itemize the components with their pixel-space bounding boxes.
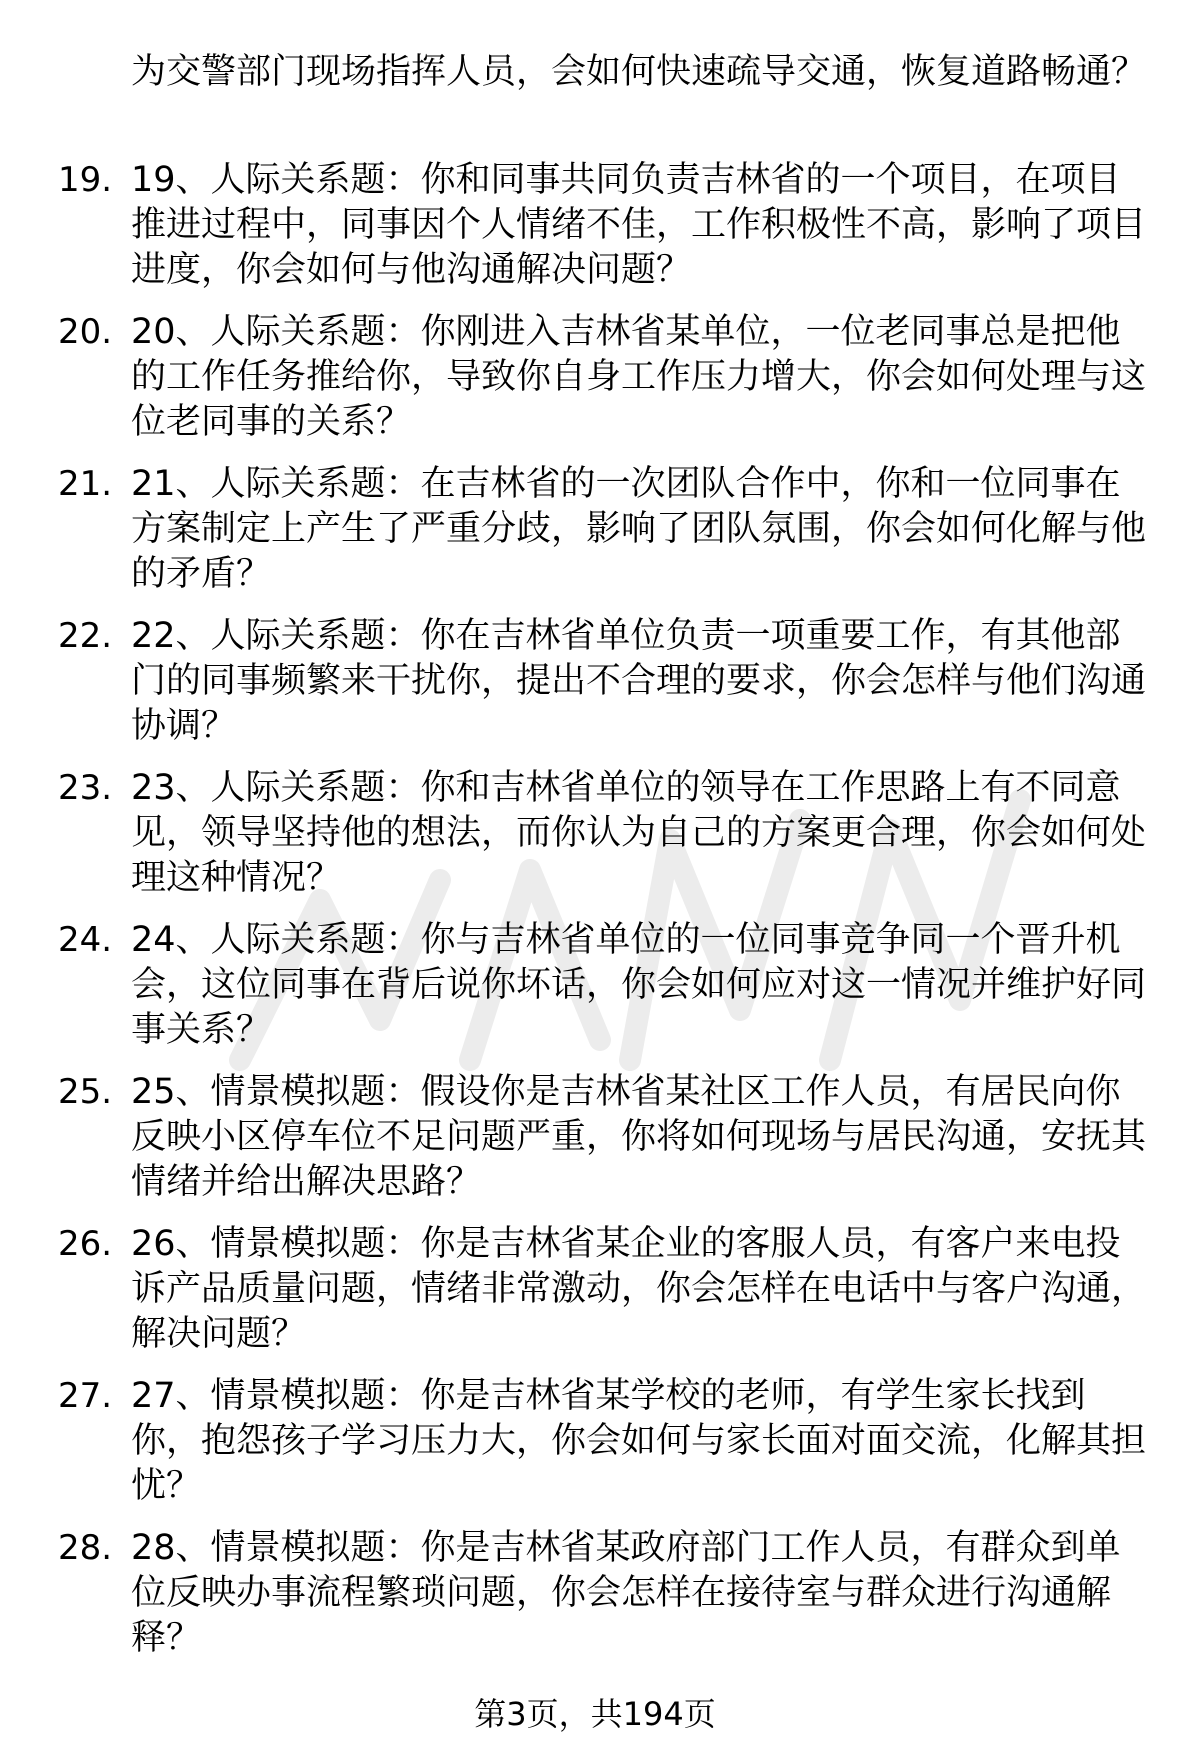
question-item (0, 1222, 1190, 1374)
question-text: 22、人际关系题：你在吉林省单位负责一项重要工作，有其他部门的同事频繁来干扰你，提出不合理的要求，你会怎样与他们沟通协调？ (131, 616, 1147, 746)
question-item (0, 766, 1190, 918)
question-number: 27. (58, 1376, 113, 1416)
question-number: 20. (58, 312, 113, 352)
question-item (0, 1070, 1190, 1222)
question-item (0, 310, 1190, 462)
question-text: 19、人际关系题：你和同事共同负责吉林省的一个项目，在项目推进过程中，同事因个人情绪不佳，工作积极性不高，影响了项目进度，你会如何与他沟通解决问题？ (131, 160, 1147, 290)
question-text: 21、人际关系题：在吉林省的一次团队合作中，你和一位同事在方案制定上产生了严重分歧，影响了团队氛围，你会如何化解与他的矛盾？ (131, 464, 1147, 594)
question-item (0, 462, 1190, 614)
question-number: 25. (58, 1072, 113, 1112)
question-number: 19. (58, 160, 113, 200)
question-text: 25、情景模拟题：假设你是吉林省某社区工作人员，有居民向你反映小区停车位不足问题严重，你将如何现场与居民沟通，安抚其情绪并给出解决思路？ (131, 1072, 1147, 1202)
question-text: 24、人际关系题：你与吉林省单位的一位同事竞争同一个晋升机会，这位同事在背后说你坏话，你会如何应对这一情况并维护好同事关系？ (131, 920, 1147, 1050)
question-text: 28、情景模拟题：你是吉林省某政府部门工作人员，有群众到单位反映办事流程繁琐问题，你会怎样在接待室与群众进行沟通解释？ (131, 1528, 1121, 1658)
question-text: 27、情景模拟题：你是吉林省某学校的老师，有学生家长找到你，抱怨孩子学习压力大，你会如何与家长面对面交流，化解其担忧？ (131, 1376, 1147, 1506)
question-text: 20、人际关系题：你刚进入吉林省某单位，一位老同事总是把他的工作任务推给你，导致你自身工作压力增大，你会如何处理与这位老同事的关系？ (131, 312, 1147, 442)
question-item (0, 158, 1190, 310)
question-item (0, 918, 1190, 1070)
question-number: 28. (58, 1528, 113, 1568)
question-item (0, 1526, 1190, 1678)
question-text: 26、情景模拟题：你是吉林省某企业的客服人员，有客户来电投诉产品质量问题，情绪非常激动，你会怎样在电话中与客户沟通，解决问题？ (131, 1224, 1147, 1354)
question-number: 26. (58, 1224, 113, 1264)
page-footer: 第3页，共194页 (474, 1695, 716, 1733)
question-item (0, 614, 1190, 766)
question-item (0, 1374, 1190, 1526)
question-number: 22. (58, 616, 113, 656)
question-number: 23. (58, 768, 113, 808)
question-number: 21. (58, 464, 113, 504)
question-text: 23、人际关系题：你和吉林省单位的领导在工作思路上有不同意见，领导坚持他的想法，而你认为自己的方案更合理，你会如何处理这种情况？ (131, 768, 1147, 898)
continuation-text: 为交警部门现场指挥人员，会如何快速疏导交通，恢复道路畅通？ (131, 52, 1147, 92)
question-number: 24. (58, 920, 113, 960)
question-list (0, 158, 1190, 1678)
